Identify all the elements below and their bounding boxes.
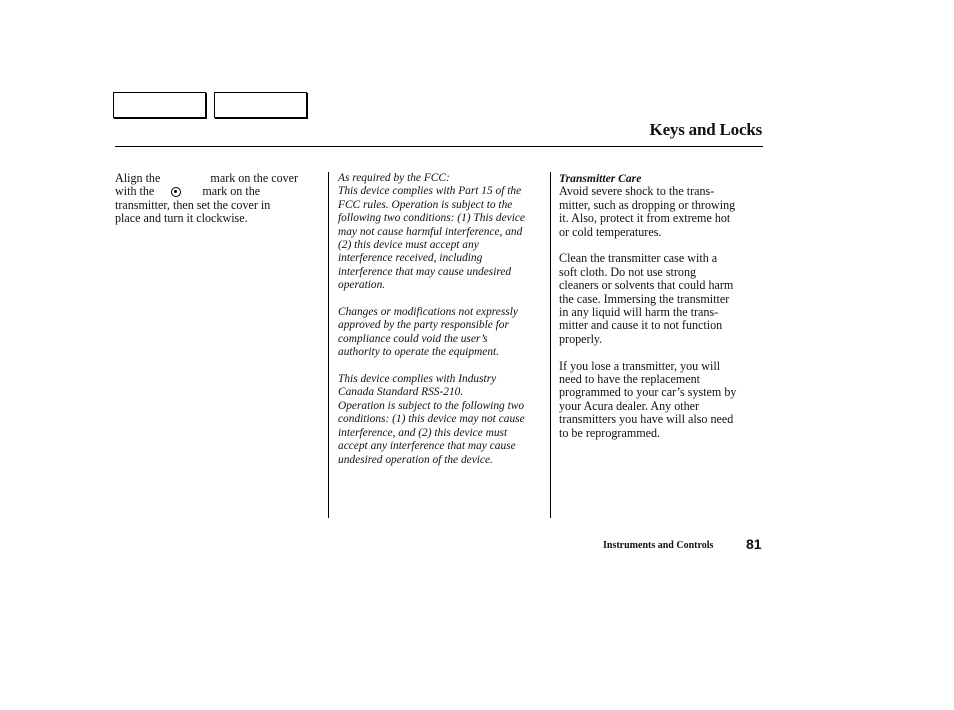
fcc-line: Operation is subject to the following two (338, 399, 525, 412)
fcc-line: authority to operate the equipment. (338, 346, 500, 359)
ring-dot-icon (171, 187, 181, 197)
fcc-line: FCC rules. Operation is subject to the (338, 198, 513, 211)
fcc-line: This device complies with Part 15 of the (338, 185, 522, 198)
care-line: or cold temperatures. (559, 224, 662, 239)
nav-button-1[interactable] (113, 92, 206, 118)
fcc-line: interference received, including (338, 252, 483, 265)
care-line: Avoid severe shock to the trans- (559, 184, 715, 199)
care-line: Clean the transmitter case with a (559, 251, 718, 266)
instruction-line-2 (115, 185, 320, 198)
fcc-line: compliance could void the user’s (338, 332, 488, 345)
care-line: cleaners or solvents that could harm (559, 278, 734, 293)
fcc-line: may not cause harmful interference, and (338, 225, 523, 238)
page-number: 81 (746, 536, 762, 552)
care-paragraph-1 (559, 185, 763, 239)
fcc-line: interference that may cause undesired (338, 265, 512, 278)
fcc-line: conditions: (1) this device may not cause (338, 413, 525, 426)
column-instructions (115, 172, 320, 226)
instruction-text: mark on the cover (210, 171, 299, 185)
fcc-line: (2) this device must accept any (338, 239, 479, 252)
care-line: programmed to your car’s system by (559, 385, 737, 400)
column-fcc-notice (338, 172, 543, 480)
instruction-text: with the (115, 184, 155, 199)
care-line: the case. Immersing the transmitter (559, 291, 730, 306)
fcc-paragraph-1 (338, 172, 543, 293)
column-divider-1 (328, 172, 329, 518)
fcc-line: following two conditions: (1) This device (338, 212, 525, 225)
care-line: mitter and cause it to not function (559, 318, 723, 333)
fcc-line: This device complies with Industry (338, 373, 497, 386)
care-line: in any liquid will harm the trans- (559, 305, 719, 320)
fcc-paragraph-2 (338, 306, 543, 360)
fcc-line: approved by the party responsible for (338, 319, 509, 332)
instruction-text: mark on the (202, 184, 261, 199)
instruction-text: Align the (115, 171, 161, 185)
column-transmitter-care (559, 172, 763, 453)
instruction-line-4: place and turn it clockwise. (115, 211, 248, 226)
instruction-line-3: transmitter, then set the cover in (115, 197, 271, 212)
transmitter-care-heading: Transmitter Care (559, 172, 642, 185)
care-line: to be reprogrammed. (559, 425, 661, 440)
care-paragraph-3 (559, 360, 763, 440)
care-line: it. Also, protect it from extreme hot (559, 211, 731, 226)
care-line: properly. (559, 331, 603, 346)
fcc-line: interference, and (2) this device must (338, 426, 508, 439)
nav-button-2[interactable] (214, 92, 307, 118)
care-line: mitter, such as dropping or throwing (559, 197, 736, 212)
care-line: soft cloth. Do not use strong (559, 264, 697, 279)
fcc-line: Canada Standard RSS-210. (338, 386, 464, 399)
care-line: transmitters you have will also need (559, 412, 734, 427)
care-paragraph-2 (559, 252, 763, 346)
column-divider-2 (550, 172, 551, 518)
fcc-line: undesired operation of the device. (338, 453, 493, 466)
care-line: your Acura dealer. Any other (559, 398, 700, 413)
title-rule (115, 146, 763, 147)
section-title: Keys and Locks (649, 120, 762, 139)
care-line: If you lose a transmitter, you will (559, 358, 721, 373)
fcc-line: accept any interference that may cause (338, 440, 516, 453)
instruction-line-1 (115, 172, 320, 185)
fcc-line: Changes or modifications not expressly (338, 306, 518, 319)
fcc-paragraph-3 (338, 373, 543, 467)
fcc-line: As required by the FCC: (338, 172, 450, 184)
footer-section-label: Instruments and Controls (603, 540, 714, 551)
fcc-line: operation. (338, 279, 386, 292)
care-line: need to have the replacement (559, 372, 701, 387)
